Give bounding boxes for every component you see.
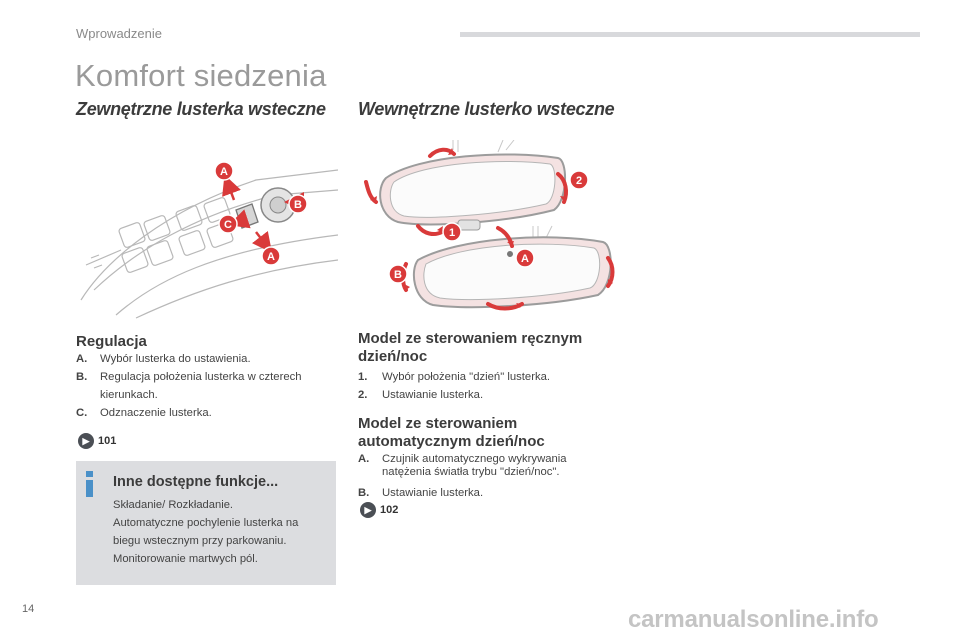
svg-text:B: B (394, 269, 402, 281)
svg-text:A: A (220, 166, 228, 178)
info-icon (85, 471, 95, 497)
list-item: A. Czujnik automatycznego wykrywania natężenia światła trybu "dzień/noc". (358, 453, 567, 478)
auto-model-list (358, 453, 638, 502)
svg-text:C: C (224, 219, 232, 231)
right-heading: Wewnętrzne lusterko wsteczne (358, 99, 615, 119)
callout-b (389, 265, 407, 283)
door-mirror-switch-illustration (76, 140, 338, 320)
page-ref-102[interactable]: ▶ 102 (360, 502, 398, 518)
list-item: 1. Wybór położenia "dzień" lusterka. (358, 371, 551, 383)
page-ref-icon: ▶ (360, 502, 376, 518)
regulacja-list (76, 350, 346, 422)
watermark: carmanualsonline.info (628, 606, 879, 633)
manual-model-list (358, 368, 638, 404)
page-ref-101[interactable]: ▶ 101 (78, 433, 116, 449)
left-heading: Zewnętrzne lusterka wsteczne (76, 99, 326, 119)
regulacja-heading: Regulacja (76, 333, 147, 350)
list-item: A. Wybór lusterka do ustawienia. (76, 353, 251, 365)
svg-text:B: B (294, 199, 302, 211)
info-lines (113, 496, 298, 568)
header-rule (460, 32, 920, 37)
list-item: B. Regulacja położenia lusterka w czterech (76, 371, 302, 383)
list-item: B. Ustawianie lusterka. (358, 487, 484, 499)
callout-a-bottom (262, 247, 280, 265)
svg-text:A: A (521, 253, 529, 265)
info-title: Inne dostępne funkcje... (113, 474, 279, 490)
callout-a (516, 249, 534, 267)
svg-text:1: 1 (448, 227, 456, 239)
info-line: Monitorowanie martwych pól. (113, 553, 258, 565)
interior-mirror-illustration (358, 140, 628, 315)
list-item: kierunkach. (100, 389, 158, 401)
list-item: C. Odznaczenie lusterka. (76, 407, 212, 419)
svg-text:A: A (267, 251, 275, 263)
info-line: biegu wstecznym przy parkowaniu. (113, 535, 287, 547)
section-header: Wprowadzenie (76, 26, 162, 41)
svg-text:2: 2 (575, 175, 583, 187)
page-ref-icon: ▶ (78, 433, 94, 449)
list-item: 2. Ustawianie lusterka. (358, 389, 484, 401)
info-line: Automatyczne pochylenie lusterka na (113, 517, 299, 529)
manual-model-heading: Model ze sterowaniem ręcznym dzień/noc (358, 330, 583, 365)
callout-b (289, 195, 307, 213)
callout-a-top (215, 162, 233, 180)
page-title: Komfort siedzenia (75, 58, 327, 93)
callout-c (219, 215, 237, 233)
callout-1 (443, 223, 461, 241)
page-number: 14 (22, 603, 35, 615)
info-line: Składanie/ Rozkładanie. (113, 499, 234, 511)
auto-model-heading: Model ze sterowaniem automatycznym dzień/noc (358, 415, 545, 450)
callout-2 (570, 171, 588, 189)
